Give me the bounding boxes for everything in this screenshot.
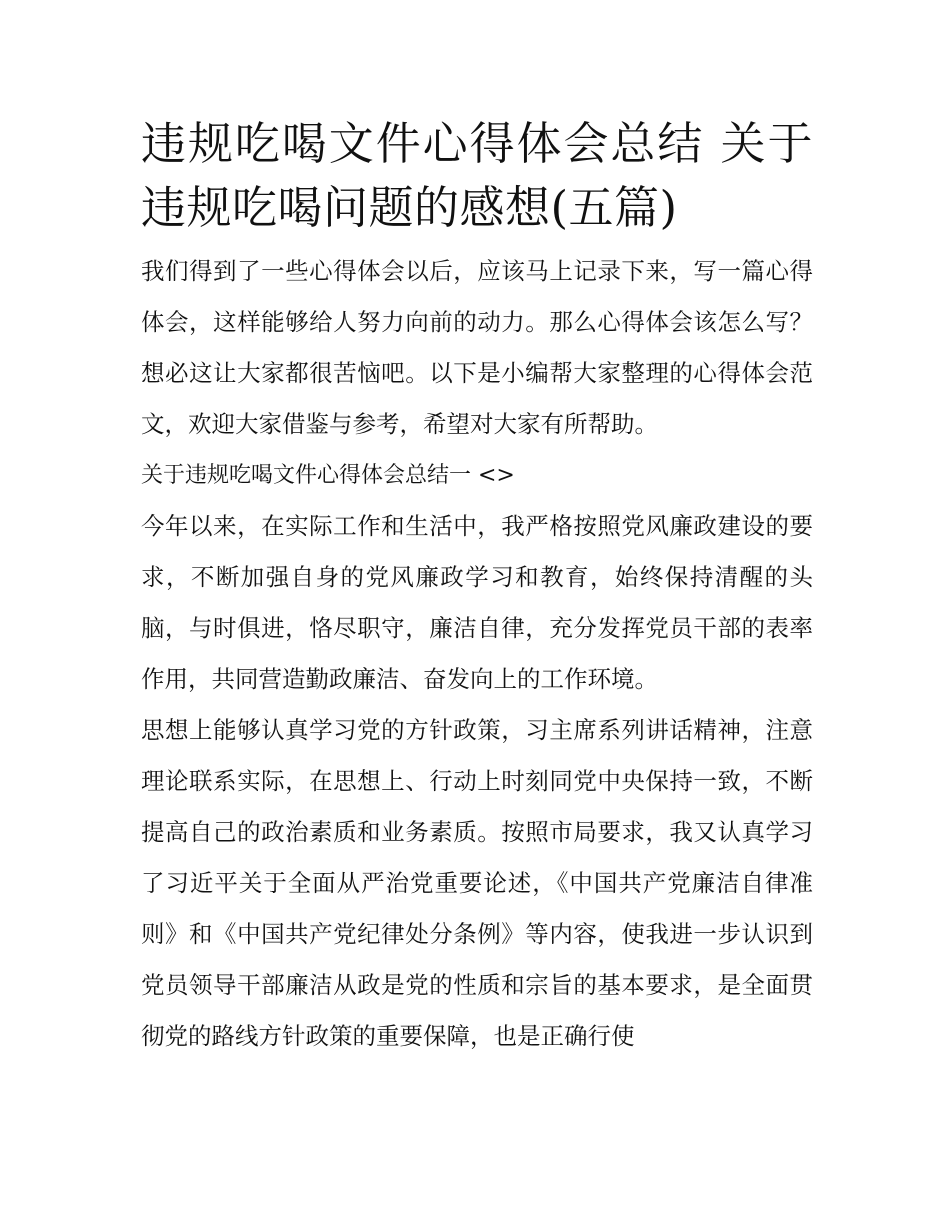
document-body: [141, 112, 813, 1062]
body-paragraph-1: 今年以来，在实际工作和生活中，我严格按照党风廉政建设的要求，不断加强自身的党风廉政学习和教育，始终保持清醒的头脑，与时俱进，恪尽职守，廉洁自律，充分发挥党员干部的表率作用，共同营造勤政廉洁、奋发向上的工作环境。: [141, 512, 813, 693]
section-heading: 关于违规吃喝文件心得体会总结一 <>: [141, 463, 515, 488]
body-paragraph-2: 思想上能够认真学习党的方针政策，习主席系列讲话精神，注意理论联系实际，在思想上、行动上时刻同党中央保持一致，不断提高自己的政治素质和业务素质。按照市局要求，我又认真学习了习近平关于全面从严治党重要论述，《中国共产党廉洁自律准则》和《中国共产党纪律处分条例》等内容，使我进一步认识到党员领导干部廉洁从政是党的性质和宗旨的基本要求，是全面贯彻党的路线方针政策的重要保障，也是正确行使: [141, 716, 813, 1050]
document-title: 违规吃喝文件心得体会总结 关于违规吃喝问题的感想(五篇): [141, 117, 813, 234]
intro-paragraph: 我们得到了一些心得体会以后，应该马上记录下来，写一篇心得体会，这样能够给人努力向前的动力。那么心得体会该怎么写？想必这让大家都很苦恼吧。以下是小编帮大家整理的心得体会范文，欢迎大家借鉴与参考，希望对大家有所帮助。: [141, 257, 813, 438]
